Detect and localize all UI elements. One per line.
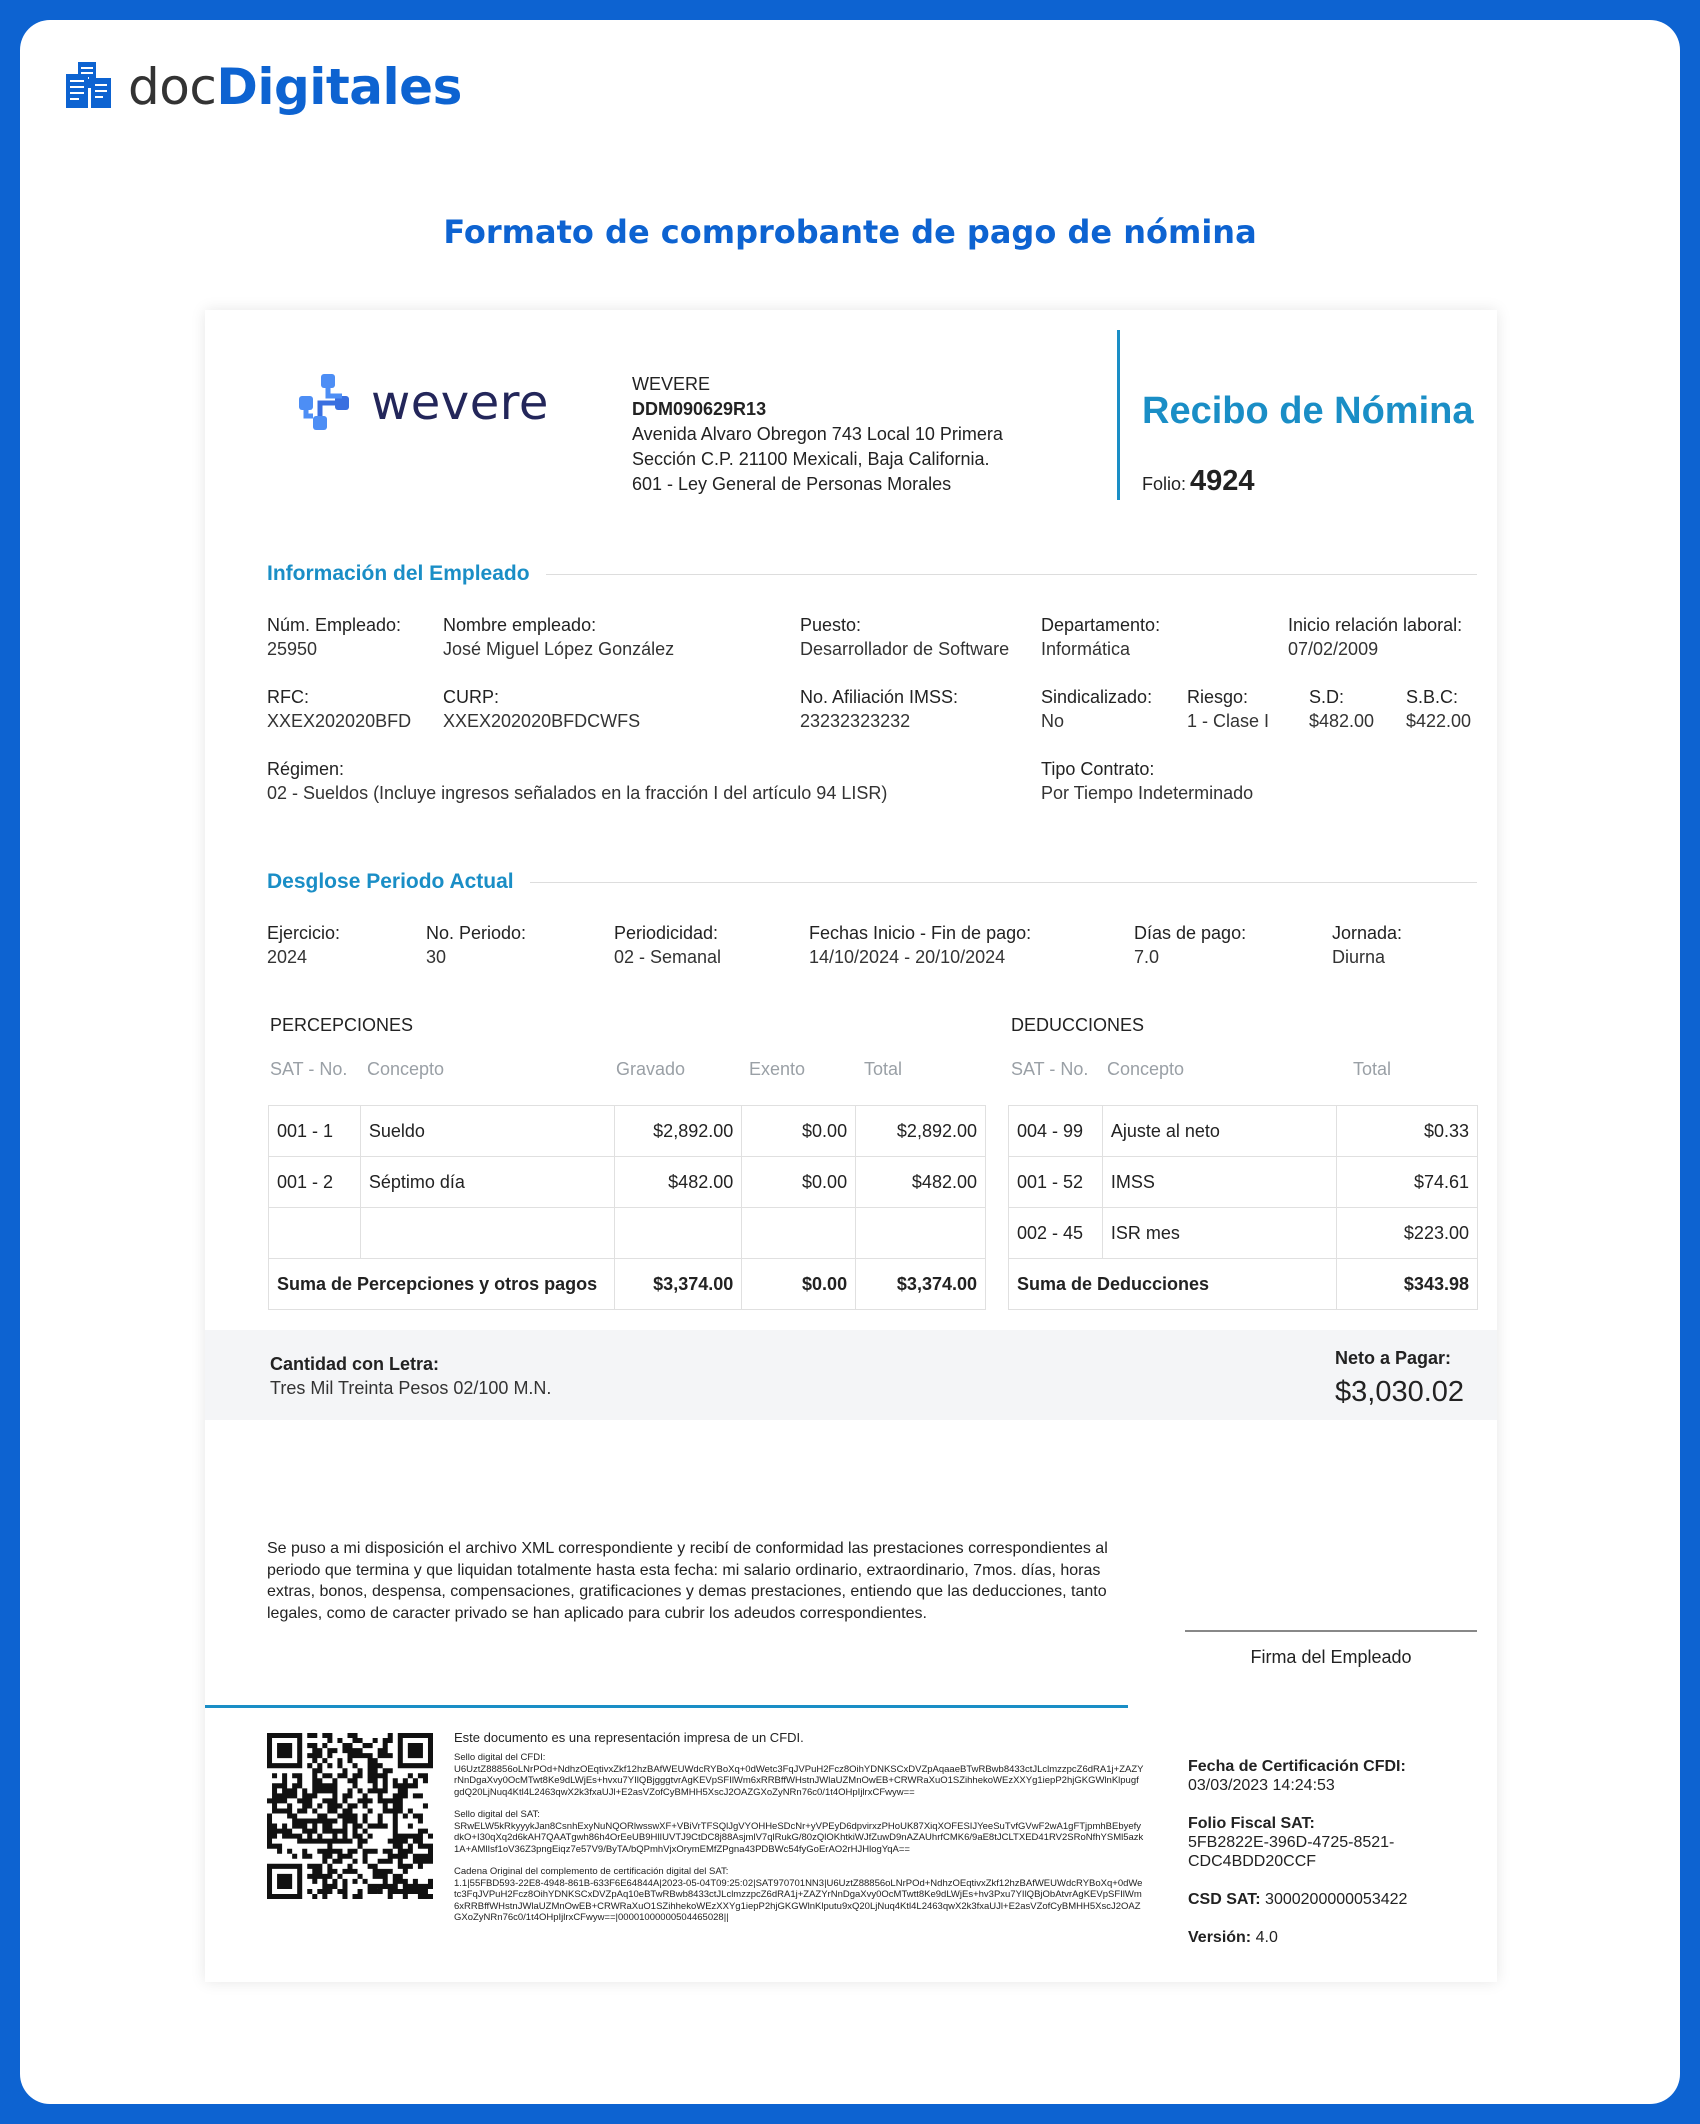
period-frequency: Periodicidad: 02 - Semanal <box>614 923 722 967</box>
cert-date-label: Fecha de Certificación CFDI: <box>1188 1758 1406 1775</box>
employee-sbc: S.B.C: $422.00 <box>1406 687 1472 731</box>
company-rfc: DDM090629R13 <box>632 399 767 419</box>
agreement-text: Se puso a mi disposición el archivo XML correspondiente y recibí de conformidad las prestaciones correspondientes al periodo que termina y que liquidan totalmente hasta esta fecha: mi salario ordinario, extraordinario, 7mos. días, horas extras, bonos, despensa, compensaciones, gratificaciones y demas prestaciones, entiendo que las deducciones, tanto legales, como de caracter privado se han aplicado para cubrir los adeudos correspondientes. <box>267 1540 1108 1622</box>
qr-modules <box>267 1733 433 1899</box>
period-days: Días de pago: 7.0 <box>1134 923 1247 967</box>
cfdi-seal: U6UztZ88856oLNrPOd+NdhzOEqtivxZkf12hzBAfWEUWdcRYBoXq+0dWetc3FqJVPuH2Fcz8OihYDNKSCxDVZpAqaaeBTwRBwb8433ctJLclmzzpcZ6dRA1j+ZAZYrNnDgaXvy0OcMTwt8Ke9dLWjEs+hvxu7YIlQBjgggtvrAgKEVpSFIlWm6xRRBffWHstnJWlaUZMnOwEB+CRWRaXuO1SZihhekoWEzXXYg1iepP2hjGKGWlnKlpugfgdQ20LjNuq4Ktl4L2463qwX2k3fxaUJl+E2asVZofCyBMHH5XscJ2OAZGXoZyNRn76c0/1t4OHpIjlrxCFwyw== <box>454 1763 1144 1798</box>
cfdi-details <box>454 1730 1144 1924</box>
deductions-title: DEDUCCIONES <box>1011 1015 1145 1035</box>
employee-start-date: Inicio relación laboral: 07/02/2009 <box>1288 615 1463 659</box>
table-row: 004 - 99 Ajuste al neto $0.33 <box>1009 1106 1478 1157</box>
period-year: Ejercicio: 2024 <box>267 923 341 967</box>
amount-in-words: Cantidad con Letra: Tres Mil Treinta Pesos 02/100 M.N. <box>270 1354 552 1398</box>
perceptions-sum-row: Suma de Percepciones y otros pagos $3,374.00 $0.00 $3,374.00 <box>269 1259 986 1310</box>
original-chain: 1.1|55FBD593-22E8-4948-861B-633F6E64844A|2023-05-04T09:25:02|SAT970701NN3|U6UztZ88856oLNrPOd+NdhzOEqtivxZkf12hzBAfWEUWdcRYBoXq+0dWetc3FqJVPuH2Fcz8OihYDNKSCxDVZpAq10eBTwRBwb8433ctJLclmzzpcZ6dRA1j+ZAZYrNnDgaXvy0OcMTwtt8Ke9dLWjEs+hv3Pxu7YIlQBjObAtvrAgKEVpSFIlWm6xRRBffWHstnJWlaUZMnOwEB+CRWRaXuO1SZihhekoWEzXXYg1iepP2hjGKGWlnKlputu9xQ20LjNuq4Ktl4L2463qwX2k3fxaUJl+E2asVZofCyBMHH5XscJ2OAZGXoZyNRn76c0/1t4OHpIjlrxCFwyw==|00001000000504465028|| <box>454 1877 1143 1923</box>
employee-contract: Tipo Contrato: Por Tiempo Indeterminado <box>1041 759 1254 803</box>
period-section-title: Desglose Periodo Actual <box>267 870 1477 894</box>
qr-code <box>267 1733 433 1899</box>
company-logo <box>295 372 549 434</box>
employee-section-title: Información del Empleado <box>267 562 1477 586</box>
fiscal-folio-label: Folio Fiscal SAT: <box>1188 1815 1315 1832</box>
company-name: WEVERE <box>632 374 711 394</box>
employee-curp: CURP: XXEX202020BFDCWFS <box>443 687 641 731</box>
sat-seal-label: Sello digital del SAT: <box>454 1809 540 1820</box>
period-number: No. Periodo: 30 <box>426 923 527 967</box>
employee-imss: No. Afiliación IMSS: 23232323232 <box>800 687 959 731</box>
cfdi-meta <box>1188 1757 1407 1947</box>
original-chain-label: Cadena Original del complemento de certificación digital del SAT: <box>454 1866 729 1877</box>
employee-num: Núm. Empleado: 25950 <box>267 615 402 659</box>
employee-rfc: RFC: XXEX202020BFD <box>267 687 412 731</box>
deductions-sum-row: Suma de Deducciones $343.98 <box>1009 1259 1478 1310</box>
table-row: 002 - 45 ISR mes $223.00 <box>1009 1208 1478 1259</box>
perceptions-title: PERCEPCIONES <box>270 1015 414 1035</box>
table-row: 001 - 2 Séptimo día $482.00 $0.00 $482.00 <box>269 1157 986 1208</box>
perceptions-table <box>268 1105 986 1310</box>
employee-sd: S.D: $482.00 <box>1309 687 1375 731</box>
docdigitales-logo <box>64 58 462 116</box>
deductions-header-concept: Concepto <box>1107 1059 1185 1079</box>
receipt-title: Recibo de Nómina <box>1142 390 1474 432</box>
employee-union: Sindicalizado: No <box>1041 687 1153 731</box>
period-dates: Fechas Inicio - Fin de pago: 14/10/2024 - 20/10/2024 <box>809 923 1032 967</box>
company-info <box>632 372 1003 497</box>
fiscal-folio-1: 5FB2822E-396D-4725-8521- <box>1188 1834 1395 1851</box>
cfdi-divider <box>205 1705 1128 1708</box>
net-pay: Neto a Pagar: $3,030.02 <box>1335 1348 1465 1408</box>
period-shift: Jornada: Diurna <box>1332 923 1403 967</box>
table-row: 001 - 52 IMSS $74.61 <box>1009 1157 1478 1208</box>
perceptions-header-exempt: Exento <box>749 1059 806 1079</box>
net-pay-value: $3,030.02 <box>1335 1376 1465 1408</box>
deductions-header-total: Total <box>1353 1059 1392 1079</box>
receipt-folio: Folio: 4924 <box>1142 465 1255 497</box>
employee-regime: Régimen: 02 - Sueldos (Incluye ingresos señalados en la fracción I del artículo 94 LISR) <box>267 759 888 803</box>
page-frame <box>20 20 1680 2104</box>
perceptions-header-sat: SAT - No. <box>270 1059 348 1079</box>
perceptions-header-taxed: Gravado <box>616 1059 686 1079</box>
cfdi-version: Versión: 4.0 <box>1188 1929 1278 1946</box>
deductions-table <box>1008 1105 1478 1310</box>
cert-date: 03/03/2023 14:24:53 <box>1188 1777 1335 1794</box>
employee-name: Nombre empleado: José Miguel López González <box>443 615 675 659</box>
header-divider <box>1117 330 1120 500</box>
company-address-2: Sección C.P. 21100 Mexicali, Baja California. <box>632 449 990 469</box>
sat-seal: SRwELW5kRkyyykJan8CsnhExyNuNQORlwsswXF+VBiVrTFSQlJgVYOHHeSDcNr+yVPEyD6dpvirxzPHoUK87XiqXOFESIJYeeSuTvfGVwF2wA1gFTjpmhBEbyefydkO+I30qXq2d6kAH7QAATgwh86h4OrEeUB9HlIUVTJ9CtDC8j88AsjmlV7qlRukG/80zQlOKhtkiWJfZuwD9nAZAUhrfCMK6/9aE8tJCLTXED41RV2SRoNfhYSMl5azk1A+AMlIsf1oV36Z3pngEiqz7e57V9/ByTA/bQPmhVjxOrymEMfZPgna43PDBWc54fyGoErAO2rHJHlogYqA== <box>454 1820 1144 1855</box>
company-logo-text: wevere <box>371 375 549 431</box>
cfdi-seal-label: Sello digital del CFDI: <box>454 1752 546 1763</box>
employee-department: Departamento: Informática <box>1041 615 1161 659</box>
employee-position: Puesto: Desarrollador de Software <box>800 615 1010 659</box>
employee-risk: Riesgo: 1 - Clase I <box>1187 687 1270 731</box>
perceptions-header-total: Total <box>864 1059 903 1079</box>
fiscal-folio-2: CDC4BDD20CCF <box>1188 1853 1317 1870</box>
company-address-1: Avenida Alvaro Obregon 743 Local 10 Primera <box>632 424 1003 444</box>
signature-line <box>1185 1630 1477 1632</box>
cfdi-intro: Este documento es una representación impresa de un CFDI. <box>454 1730 804 1745</box>
signature-label: Firma del Empleado <box>1250 1647 1412 1667</box>
table-row <box>269 1208 986 1259</box>
deductions-header-sat: SAT - No. <box>1011 1059 1089 1079</box>
brand-wordmark: docDigitales <box>128 58 462 116</box>
page-title: Formato de comprobante de pago de nómina <box>443 213 1257 251</box>
document-stack-icon <box>64 60 114 114</box>
wevere-logo-icon <box>295 372 359 434</box>
payroll-receipt <box>205 310 1497 1982</box>
company-regime: 601 - Ley General de Personas Morales <box>632 474 952 494</box>
table-row: 001 - 1 Sueldo $2,892.00 $0.00 $2,892.00 <box>269 1106 986 1157</box>
perceptions-header-concept: Concepto <box>367 1059 445 1079</box>
csd-sat: CSD SAT: 3000200000053422 <box>1188 1891 1408 1908</box>
